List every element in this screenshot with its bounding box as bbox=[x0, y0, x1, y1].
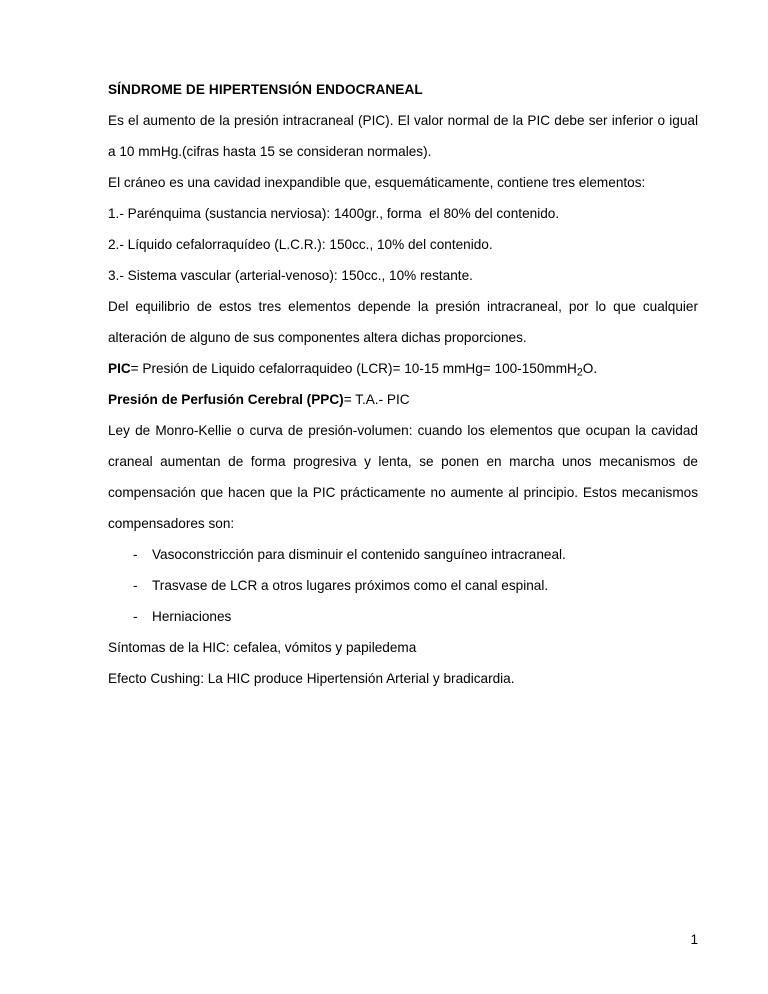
page-title: SÍNDROME DE HIPERTENSIÓN ENDOCRANEAL bbox=[108, 82, 423, 97]
pic-formula-text: = Presión de Liquido cefalorraquideo (LCR)= 10-15 mmHg= 100-150mmH bbox=[130, 361, 577, 376]
ppc-formula-text: = T.A.- PIC bbox=[343, 392, 410, 407]
dash-bullet-icon: - bbox=[133, 609, 138, 624]
list-item bbox=[108, 601, 698, 632]
pic-subscript-two: 2 bbox=[576, 366, 583, 379]
ppc-label: Presión de Perfusión Cerebral (PPC) bbox=[108, 392, 344, 407]
pic-formula-tail: O. bbox=[582, 361, 598, 376]
document-body bbox=[108, 74, 702, 694]
list-item bbox=[108, 539, 698, 570]
paragraph-monro-kellie: Ley de Monro-Kellie o curva de presión-volumen: cuando los elementos que ocupan la cavidad craneal aumentan de forma progresiva y lenta, se ponen en marcha unos mecanismos de compensación que hacen que la PIC prácticamente no aumente al principio. Estos mecanismos compensadores son: bbox=[108, 423, 702, 531]
numbered-item-1-parenquima: 1.- Parénquima (sustancia nerviosa): 1400gr., forma el 80% del contenido. bbox=[108, 206, 560, 221]
compensatory-mechanisms-list bbox=[108, 539, 698, 632]
numbered-item-3-sistema-vascular: 3.- Sistema vascular (arterial-venoso): 150cc., 10% restante. bbox=[108, 268, 473, 283]
list-item-label: Trasvase de LCR a otros lugares próximos como el canal espinal. bbox=[152, 578, 549, 593]
pic-formula-line bbox=[108, 353, 698, 384]
numbered-item-2-lcr: 2.- Líquido cefalorraquídeo (L.C.R.): 150cc., 10% del contenido. bbox=[108, 237, 493, 252]
list-item bbox=[108, 570, 698, 601]
page-number: 1 bbox=[690, 932, 698, 947]
dash-bullet-icon: - bbox=[133, 578, 138, 593]
paragraph-equilibrio: Del equilibrio de estos tres elementos depende la presión intracraneal, por lo que cualquier alteración de alguno de sus componentes altera dichas proporciones. bbox=[108, 299, 702, 345]
list-item-label: Vasoconstricción para disminuir el contenido sanguíneo intracraneal. bbox=[152, 547, 566, 562]
ppc-formula-line bbox=[108, 384, 698, 415]
paragraph-sintomas: Síntomas de la HIC: cefalea, vómitos y papiledema bbox=[108, 640, 417, 655]
dash-bullet-icon: - bbox=[133, 547, 138, 562]
list-item-label: Herniaciones bbox=[152, 609, 232, 624]
paragraph-definition: Es el aumento de la presión intracraneal (PIC). El valor normal de la PIC debe ser inferior o igual a 10 mmHg.(cifras hasta 15 se consideran normales). bbox=[108, 113, 702, 159]
paragraph-efecto-cushing: Efecto Cushing: La HIC produce Hipertensión Arterial y bradicardia. bbox=[108, 671, 515, 686]
pic-label: PIC bbox=[108, 361, 131, 376]
paragraph-skull-cavity: El cráneo es una cavidad inexpandible que, esquemáticamente, contiene tres elementos: bbox=[108, 175, 646, 190]
